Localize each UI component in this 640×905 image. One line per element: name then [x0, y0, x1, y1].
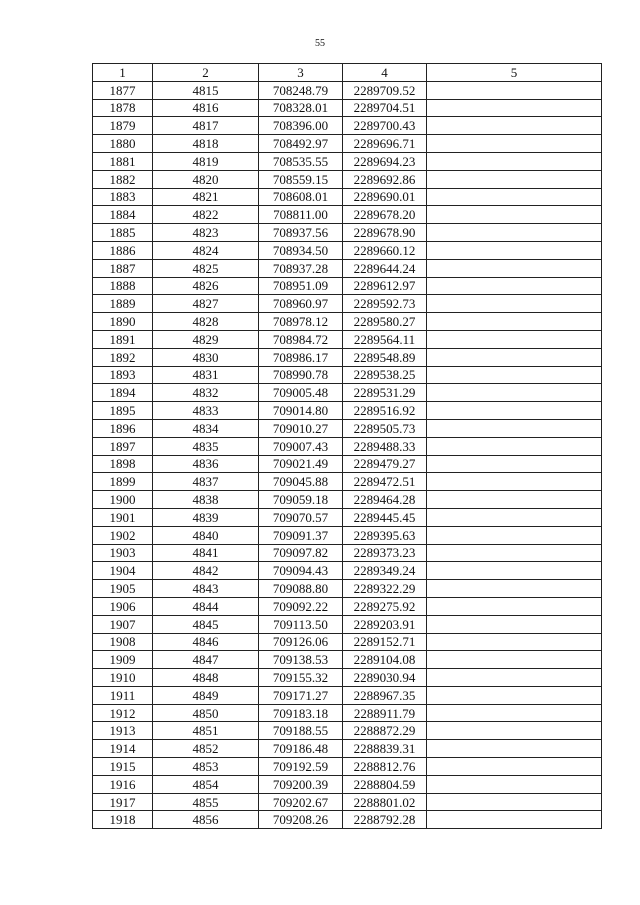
table-cell-col-5: [427, 686, 602, 704]
table-cell-col-1: 1890: [93, 313, 153, 331]
table-cell-col-1: 1911: [93, 686, 153, 704]
table-row: [93, 491, 602, 509]
table-cell-col-3: 708978.12: [259, 313, 343, 331]
table-cell-col-3: 709186.48: [259, 740, 343, 758]
table-cell-col-3: 709183.18: [259, 704, 343, 722]
table-cell-col-3: 709113.50: [259, 615, 343, 633]
table-row: [93, 348, 602, 366]
table-cell-col-4: 2289152.71: [343, 633, 427, 651]
table-cell-col-4: 2289692.86: [343, 170, 427, 188]
table-row: [93, 775, 602, 793]
table-cell-col-1: 1906: [93, 597, 153, 615]
table-cell-col-2: 4822: [153, 206, 259, 224]
table-cell-col-1: 1910: [93, 669, 153, 687]
table-cell-col-4: 2289445.45: [343, 508, 427, 526]
table-cell-col-5: [427, 455, 602, 473]
table-cell-col-3: 709171.27: [259, 686, 343, 704]
table-cell-col-2: 4839: [153, 508, 259, 526]
table-cell-col-2: 4841: [153, 544, 259, 562]
table-cell-col-4: 2289564.11: [343, 330, 427, 348]
table-row: [93, 597, 602, 615]
table-cell-col-4: 2289704.51: [343, 99, 427, 117]
table-cell-col-2: 4846: [153, 633, 259, 651]
table-cell-col-5: [427, 651, 602, 669]
table-cell-col-4: 2289531.29: [343, 384, 427, 402]
table-cell-col-5: [427, 295, 602, 313]
table-cell-col-3: 709088.80: [259, 580, 343, 598]
table-cell-col-3: 709188.55: [259, 722, 343, 740]
table-cell-col-2: 4816: [153, 99, 259, 117]
table-row: [93, 188, 602, 206]
table-cell-col-1: 1917: [93, 793, 153, 811]
table-cell-col-1: 1904: [93, 562, 153, 580]
table-cell-col-3: 709045.88: [259, 473, 343, 491]
table-cell-col-5: [427, 259, 602, 277]
table-row: [93, 313, 602, 331]
table-cell-col-2: 4856: [153, 811, 259, 829]
table-cell-col-4: 2289644.24: [343, 259, 427, 277]
table-cell-col-5: [427, 562, 602, 580]
table-cell-col-3: 709059.18: [259, 491, 343, 509]
table-cell-col-3: 708328.01: [259, 99, 343, 117]
table-cell-col-3: 709014.80: [259, 402, 343, 420]
table-cell-col-5: [427, 491, 602, 509]
table-cell-col-2: 4845: [153, 615, 259, 633]
table-row: [93, 562, 602, 580]
table-cell-col-2: 4844: [153, 597, 259, 615]
table-cell-col-2: 4815: [153, 81, 259, 99]
table-cell-col-4: 2289349.24: [343, 562, 427, 580]
column-header-3: 3: [259, 64, 343, 82]
table-cell-col-2: 4819: [153, 152, 259, 170]
table-cell-col-4: 2289505.73: [343, 419, 427, 437]
table-cell-col-3: 708559.15: [259, 170, 343, 188]
table-cell-col-4: 2288801.02: [343, 793, 427, 811]
table-cell-col-3: 708960.97: [259, 295, 343, 313]
table-cell-col-3: 709094.43: [259, 562, 343, 580]
table-cell-col-3: 709192.59: [259, 758, 343, 776]
table-cell-col-3: 709097.82: [259, 544, 343, 562]
table-cell-col-1: 1891: [93, 330, 153, 348]
table-cell-col-3: 708608.01: [259, 188, 343, 206]
table-cell-col-2: 4821: [153, 188, 259, 206]
table-cell-col-3: 708934.50: [259, 241, 343, 259]
table-cell-col-5: [427, 793, 602, 811]
table-cell-col-2: 4838: [153, 491, 259, 509]
table-cell-col-2: 4820: [153, 170, 259, 188]
table-cell-col-4: 2288792.28: [343, 811, 427, 829]
table-cell-col-1: 1903: [93, 544, 153, 562]
table-cell-col-4: 2289395.63: [343, 526, 427, 544]
table-cell-col-5: [427, 704, 602, 722]
table-cell-col-5: [427, 313, 602, 331]
table-row: [93, 508, 602, 526]
table-cell-col-3: 708986.17: [259, 348, 343, 366]
table-row: [93, 384, 602, 402]
table-cell-col-4: 2289104.08: [343, 651, 427, 669]
table-row: [93, 580, 602, 598]
table-cell-col-3: 709091.37: [259, 526, 343, 544]
table-cell-col-2: 4817: [153, 117, 259, 135]
table-row: [93, 669, 602, 687]
table-cell-col-1: 1912: [93, 704, 153, 722]
table-row: [93, 135, 602, 153]
table-cell-col-4: 2289322.29: [343, 580, 427, 598]
table-row: [93, 295, 602, 313]
table-cell-col-5: [427, 740, 602, 758]
table-row: [93, 206, 602, 224]
table-row: [93, 704, 602, 722]
table-cell-col-2: 4847: [153, 651, 259, 669]
table-cell-col-2: 4834: [153, 419, 259, 437]
table-cell-col-4: 2288911.79: [343, 704, 427, 722]
table-cell-col-4: 2288839.31: [343, 740, 427, 758]
table-cell-col-3: 708535.55: [259, 152, 343, 170]
table-row: [93, 437, 602, 455]
column-header-2: 2: [153, 64, 259, 82]
table-cell-col-2: 4818: [153, 135, 259, 153]
table-cell-col-5: [427, 241, 602, 259]
table-cell-col-1: 1892: [93, 348, 153, 366]
table-cell-col-3: 709092.22: [259, 597, 343, 615]
table-cell-col-4: 2289580.27: [343, 313, 427, 331]
table-row: [93, 99, 602, 117]
table-cell-col-4: 2289203.91: [343, 615, 427, 633]
table-cell-col-4: 2288812.76: [343, 758, 427, 776]
table-cell-col-1: 1884: [93, 206, 153, 224]
table-cell-col-5: [427, 775, 602, 793]
table-cell-col-5: [427, 402, 602, 420]
table-cell-col-3: 709007.43: [259, 437, 343, 455]
table-cell-col-4: 2289030.94: [343, 669, 427, 687]
table-cell-col-5: [427, 135, 602, 153]
table-cell-col-2: 4829: [153, 330, 259, 348]
table-cell-col-5: [427, 437, 602, 455]
table-cell-col-5: [427, 811, 602, 829]
table-row: [93, 170, 602, 188]
table-row: [93, 241, 602, 259]
table-cell-col-2: 4827: [153, 295, 259, 313]
table-cell-col-2: 4853: [153, 758, 259, 776]
table-cell-col-1: 1885: [93, 224, 153, 242]
table-row: [93, 419, 602, 437]
table-cell-col-3: 709010.27: [259, 419, 343, 437]
table-cell-col-3: 708990.78: [259, 366, 343, 384]
table-cell-col-2: 4852: [153, 740, 259, 758]
table-cell-col-4: 2289464.28: [343, 491, 427, 509]
table-header: [93, 64, 602, 82]
table-cell-col-1: 1908: [93, 633, 153, 651]
table-cell-col-1: 1907: [93, 615, 153, 633]
table-cell-col-1: 1909: [93, 651, 153, 669]
table-cell-col-3: 708492.97: [259, 135, 343, 153]
table-cell-col-2: 4840: [153, 526, 259, 544]
table-cell-col-4: 2289660.12: [343, 241, 427, 259]
table-cell-col-1: 1905: [93, 580, 153, 598]
table-cell-col-5: [427, 758, 602, 776]
page-number: 55: [315, 38, 325, 49]
table-cell-col-5: [427, 348, 602, 366]
table-cell-col-1: 1896: [93, 419, 153, 437]
table-cell-col-1: 1883: [93, 188, 153, 206]
table-cell-col-4: 2289488.33: [343, 437, 427, 455]
table-cell-col-2: 4833: [153, 402, 259, 420]
table-cell-col-4: 2289479.27: [343, 455, 427, 473]
table-row: [93, 366, 602, 384]
table-cell-col-5: [427, 99, 602, 117]
table-cell-col-1: 1915: [93, 758, 153, 776]
table-row: [93, 81, 602, 99]
table-cell-col-3: 709138.53: [259, 651, 343, 669]
table-row: [93, 740, 602, 758]
table-cell-col-4: 2289373.23: [343, 544, 427, 562]
table-cell-col-2: 4825: [153, 259, 259, 277]
table-cell-col-5: [427, 330, 602, 348]
table-cell-col-3: 708248.79: [259, 81, 343, 99]
column-header-4: 4: [343, 64, 427, 82]
table-cell-col-5: [427, 152, 602, 170]
table-cell-col-3: 709005.48: [259, 384, 343, 402]
table-cell-col-4: 2289694.23: [343, 152, 427, 170]
table-cell-col-5: [427, 615, 602, 633]
table-cell-col-5: [427, 473, 602, 491]
table-cell-col-5: [427, 117, 602, 135]
table-cell-col-2: 4851: [153, 722, 259, 740]
table-cell-col-2: 4850: [153, 704, 259, 722]
table-cell-col-3: 709155.32: [259, 669, 343, 687]
table-cell-col-4: 2289678.20: [343, 206, 427, 224]
table-cell-col-4: 2289696.71: [343, 135, 427, 153]
table-cell-col-5: [427, 277, 602, 295]
table-cell-col-5: [427, 206, 602, 224]
table-cell-col-3: 709208.26: [259, 811, 343, 829]
table-cell-col-4: 2289275.92: [343, 597, 427, 615]
table-cell-col-2: 4826: [153, 277, 259, 295]
table-row: [93, 259, 602, 277]
table-row: [93, 152, 602, 170]
table-cell-col-1: 1880: [93, 135, 153, 153]
table-cell-col-4: 2288967.35: [343, 686, 427, 704]
table-cell-col-4: 2289538.25: [343, 366, 427, 384]
table-cell-col-4: 2289690.01: [343, 188, 427, 206]
table-cell-col-5: [427, 81, 602, 99]
table-cell-col-3: 708811.00: [259, 206, 343, 224]
table-cell-col-2: 4823: [153, 224, 259, 242]
table-cell-col-4: 2289472.51: [343, 473, 427, 491]
table-cell-col-1: 1901: [93, 508, 153, 526]
table-cell-col-3: 709126.06: [259, 633, 343, 651]
table-cell-col-2: 4830: [153, 348, 259, 366]
table-row: [93, 224, 602, 242]
table-cell-col-2: 4832: [153, 384, 259, 402]
table-row: [93, 277, 602, 295]
table-row: [93, 330, 602, 348]
table-cell-col-5: [427, 170, 602, 188]
table-row: [93, 686, 602, 704]
table-cell-col-3: 708951.09: [259, 277, 343, 295]
table-cell-col-5: [427, 722, 602, 740]
column-header-1: 1: [93, 64, 153, 82]
table-cell-col-1: 1918: [93, 811, 153, 829]
header-row: [93, 64, 602, 82]
table-cell-col-2: 4831: [153, 366, 259, 384]
table-cell-col-2: 4854: [153, 775, 259, 793]
table-cell-col-5: [427, 419, 602, 437]
table-cell-col-1: 1889: [93, 295, 153, 313]
table-cell-col-4: 2288804.59: [343, 775, 427, 793]
table-row: [93, 722, 602, 740]
table-cell-col-3: 709021.49: [259, 455, 343, 473]
table-cell-col-1: 1888: [93, 277, 153, 295]
table-row: [93, 758, 602, 776]
table-cell-col-3: 708937.28: [259, 259, 343, 277]
table-row: [93, 473, 602, 491]
table-row: [93, 526, 602, 544]
table-row: [93, 402, 602, 420]
table-cell-col-3: 708396.00: [259, 117, 343, 135]
coordinates-table: [92, 63, 602, 829]
table-cell-col-1: 1902: [93, 526, 153, 544]
table-cell-col-1: 1878: [93, 99, 153, 117]
table-cell-col-2: 4843: [153, 580, 259, 598]
table-row: [93, 793, 602, 811]
table-row: [93, 633, 602, 651]
table-cell-col-1: 1914: [93, 740, 153, 758]
table-row: [93, 117, 602, 135]
table-body: [93, 81, 602, 828]
table-cell-col-2: 4836: [153, 455, 259, 473]
table-cell-col-1: 1882: [93, 170, 153, 188]
table-cell-col-1: 1916: [93, 775, 153, 793]
table-cell-col-5: [427, 669, 602, 687]
table-cell-col-5: [427, 384, 602, 402]
table-cell-col-2: 4835: [153, 437, 259, 455]
table-cell-col-1: 1893: [93, 366, 153, 384]
column-header-5: 5: [427, 64, 602, 82]
table-cell-col-3: 709202.67: [259, 793, 343, 811]
table-cell-col-4: 2289700.43: [343, 117, 427, 135]
table-cell-col-4: 2289516.92: [343, 402, 427, 420]
table-row: [93, 615, 602, 633]
table-cell-col-3: 709200.39: [259, 775, 343, 793]
table-cell-col-5: [427, 508, 602, 526]
table-cell-col-1: 1886: [93, 241, 153, 259]
table-cell-col-5: [427, 188, 602, 206]
table-cell-col-5: [427, 366, 602, 384]
table-cell-col-1: 1900: [93, 491, 153, 509]
table-cell-col-5: [427, 597, 602, 615]
table-cell-col-1: 1899: [93, 473, 153, 491]
table-cell-col-2: 4828: [153, 313, 259, 331]
table-cell-col-5: [427, 580, 602, 598]
table-cell-col-4: 2289612.97: [343, 277, 427, 295]
table-cell-col-4: 2289548.89: [343, 348, 427, 366]
table-cell-col-5: [427, 224, 602, 242]
table-cell-col-2: 4842: [153, 562, 259, 580]
table-cell-col-3: 708984.72: [259, 330, 343, 348]
table-cell-col-1: 1898: [93, 455, 153, 473]
table-cell-col-1: 1879: [93, 117, 153, 135]
table-cell-col-2: 4849: [153, 686, 259, 704]
table-cell-col-3: 709070.57: [259, 508, 343, 526]
table-cell-col-2: 4824: [153, 241, 259, 259]
table-cell-col-1: 1881: [93, 152, 153, 170]
table-row: [93, 455, 602, 473]
table-cell-col-2: 4848: [153, 669, 259, 687]
table-cell-col-5: [427, 633, 602, 651]
table-cell-col-4: 2289709.52: [343, 81, 427, 99]
table-row: [93, 651, 602, 669]
table-cell-col-1: 1894: [93, 384, 153, 402]
table-row: [93, 544, 602, 562]
table-cell-col-5: [427, 526, 602, 544]
table-cell-col-1: 1887: [93, 259, 153, 277]
table-cell-col-1: 1897: [93, 437, 153, 455]
table-cell-col-1: 1877: [93, 81, 153, 99]
table-cell-col-4: 2289678.90: [343, 224, 427, 242]
table-cell-col-2: 4837: [153, 473, 259, 491]
table-cell-col-2: 4855: [153, 793, 259, 811]
table-cell-col-1: 1895: [93, 402, 153, 420]
table-cell-col-3: 708937.56: [259, 224, 343, 242]
table-cell-col-4: 2288872.29: [343, 722, 427, 740]
table-cell-col-1: 1913: [93, 722, 153, 740]
table-cell-col-5: [427, 544, 602, 562]
table-row: [93, 811, 602, 829]
table-cell-col-4: 2289592.73: [343, 295, 427, 313]
